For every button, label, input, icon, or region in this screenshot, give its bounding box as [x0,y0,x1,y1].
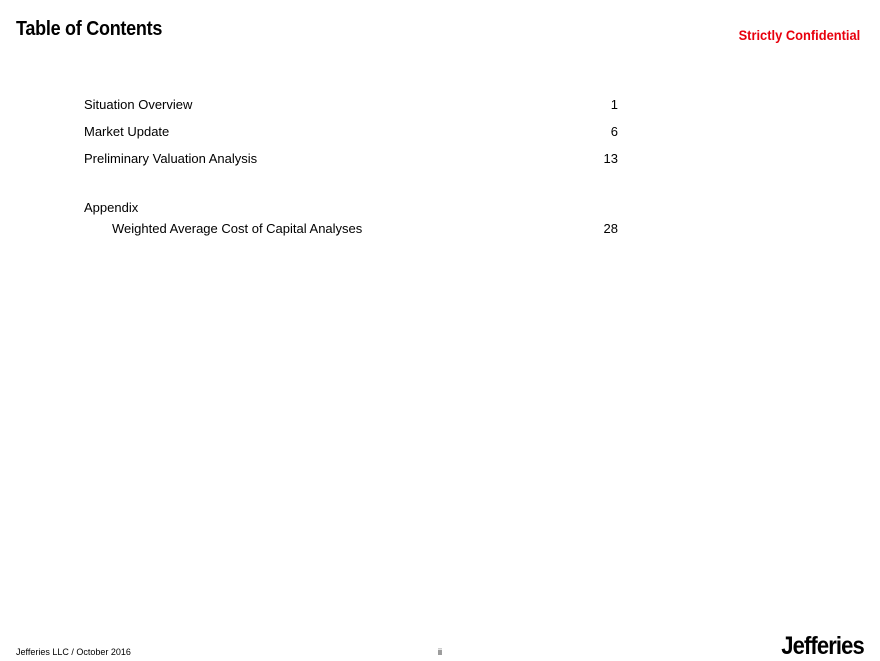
toc-entry-label: Weighted Average Cost of Capital Analyses [112,221,363,236]
toc-entry-wacc-analyses[interactable] [84,220,620,247]
toc-appendix-heading: Appendix [84,200,139,215]
toc-entry-label: Situation Overview [84,97,193,112]
toc-spacer [84,177,620,199]
toc-entry-page: 13 [603,151,618,166]
confidential-label: Strictly Confidential [738,27,860,43]
table-of-contents [84,96,620,247]
toc-entry-page: 1 [610,97,618,112]
footer-company-date: Jefferies LLC / October 2016 [16,647,131,657]
jefferies-logo: Jefferies [781,632,864,660]
page-title: Table of Contents [16,18,163,40]
toc-entry-preliminary-valuation-analysis[interactable] [84,150,620,177]
footer-page-number: ii [438,647,442,657]
toc-entry-label: Preliminary Valuation Analysis [84,151,258,166]
toc-entry-page: 6 [610,124,618,139]
toc-entry-page: 28 [603,221,618,236]
toc-entry-market-update[interactable] [84,123,620,150]
toc-entry-label: Market Update [84,124,170,139]
toc-entry-situation-overview[interactable] [84,96,620,123]
